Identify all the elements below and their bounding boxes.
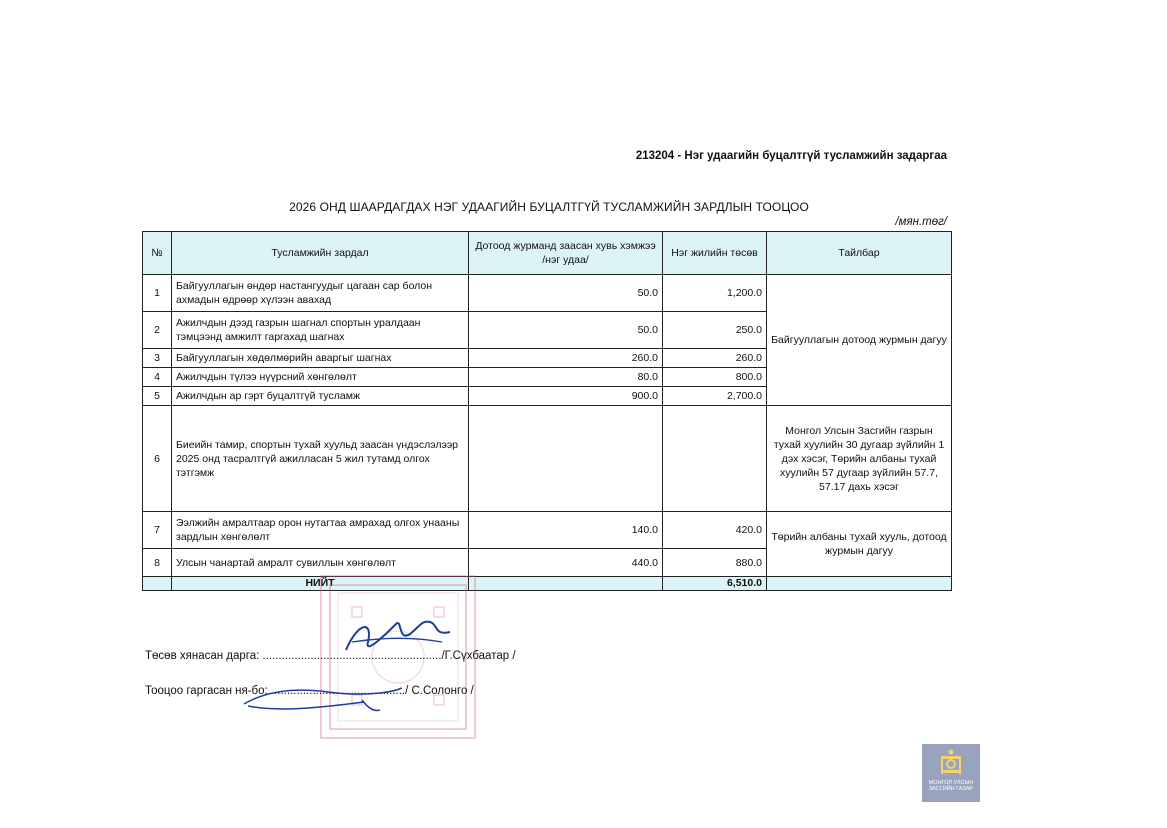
signature-accountant xyxy=(238,682,408,722)
row-note: Монгол Улсын Засгийн газрын тухай хуулийн 30 дугаар зүйлийн 1 дэх хэсэг, Төрийн албаны тухай хуулийн 57 дугаар зүйлийн 57.7, 57.17 дахь хэсэг xyxy=(767,406,952,512)
column-header-budget: Нэг жилийн төсөв xyxy=(663,232,767,275)
government-logo xyxy=(922,744,980,802)
logo-text-line-2: ЗАСГИЙН ГАЗАР xyxy=(928,786,974,792)
row-expense: Байгууллагын өндөр настангуудыг цагаан сар болон ахмадын өдрөөр хүлээн авахад xyxy=(172,275,469,312)
row-number: 2 xyxy=(143,312,172,349)
total-spacer xyxy=(143,577,172,591)
row-number: 7 xyxy=(143,512,172,549)
accountant-line: Тооцоо гаргасан ня-бо: ........................................../ С.Солонго / xyxy=(145,685,474,697)
row-rate: 50.0 xyxy=(469,275,663,312)
table-row xyxy=(143,275,952,312)
row-expense: Байгууллагын хөдөлмөрийн аваргыг шагнах xyxy=(172,349,469,368)
column-header-rate: Дотоод журманд заасан хувь хэмжээ /нэг удаа/ xyxy=(469,232,663,275)
row-budget: 880.0 xyxy=(663,549,767,577)
document-title: 2026 ОНД ШААРДАГДАХ НЭГ УДААГИЙН БУЦАЛТГҮЙ ТУСЛАМЖИЙН ЗАРДЛЫН ТООЦОО xyxy=(289,200,809,214)
signature-reviewer xyxy=(338,612,458,662)
row-number: 3 xyxy=(143,349,172,368)
logo-text-line-1: МОНГОЛ УЛСЫН xyxy=(928,780,974,786)
code-line: 213204 - Нэг удаагийн буцалтгүй тусламжийн задаргаа xyxy=(635,150,947,162)
row-budget: 420.0 xyxy=(663,512,767,549)
row-expense: Ээлжийн амралтаар орон нутагтаа амрахад олгох унааны зардлын хөнгөлөлт xyxy=(172,512,469,549)
row-number: 4 xyxy=(143,368,172,387)
table-row xyxy=(143,406,952,512)
total-value: 6,510.0 xyxy=(663,577,767,591)
row-rate xyxy=(469,406,663,512)
table-row xyxy=(143,512,952,549)
row-rate: 260.0 xyxy=(469,349,663,368)
row-rate: 80.0 xyxy=(469,368,663,387)
total-spacer xyxy=(469,577,663,591)
column-header-no: № xyxy=(143,232,172,275)
row-number: 6 xyxy=(143,406,172,512)
row-rate: 50.0 xyxy=(469,312,663,349)
soyombo-icon xyxy=(939,748,963,778)
row-budget: 2,700.0 xyxy=(663,387,767,406)
budget-reviewer-line: Төсөв хянасан дарга: ......................................................../Г.Сүхбаатар / xyxy=(145,650,516,662)
total-label: НИЙТ xyxy=(172,577,469,591)
row-number: 8 xyxy=(143,549,172,577)
row-expense: Улсын чанартай амралт сувиллын хөнгөлөлт xyxy=(172,549,469,577)
total-row xyxy=(143,577,952,591)
row-rate: 900.0 xyxy=(469,387,663,406)
row-number: 1 xyxy=(143,275,172,312)
total-spacer xyxy=(767,577,952,591)
row-budget: 800.0 xyxy=(663,368,767,387)
row-budget: 1,200.0 xyxy=(663,275,767,312)
row-rate: 140.0 xyxy=(469,512,663,549)
row-budget: 260.0 xyxy=(663,349,767,368)
row-expense: Ажилчдын дээд газрын шагнал спортын уралдаан тэмцээнд амжилт гаргахад шагнах xyxy=(172,312,469,349)
row-expense: Ажилчдын ар гэрт буцалтгүй тусламж xyxy=(172,387,469,406)
row-expense: Биеийн тамир, спортын тухай хуульд заасан үндэслэлээр 2025 онд тасралтгүй ажилласан 5 жил тутамд олгох тэтгэмж xyxy=(172,406,469,512)
row-budget: 250.0 xyxy=(663,312,767,349)
column-header-expense: Тусламжийн зардал xyxy=(172,232,469,275)
row-budget xyxy=(663,406,767,512)
table-header-row xyxy=(143,232,952,275)
row-note: Төрийн албаны тухай хууль, дотоод журмын дагуу xyxy=(767,512,952,577)
column-header-note: Тайлбар xyxy=(767,232,952,275)
unit-label: /мян.төг/ xyxy=(895,216,947,228)
row-number: 5 xyxy=(143,387,172,406)
row-expense: Ажилчдын түлээ нүүрсний хөнгөлөлт xyxy=(172,368,469,387)
expense-table xyxy=(142,231,952,591)
row-note: Байгууллагын дотоод журмын дагуу xyxy=(767,275,952,406)
row-rate: 440.0 xyxy=(469,549,663,577)
